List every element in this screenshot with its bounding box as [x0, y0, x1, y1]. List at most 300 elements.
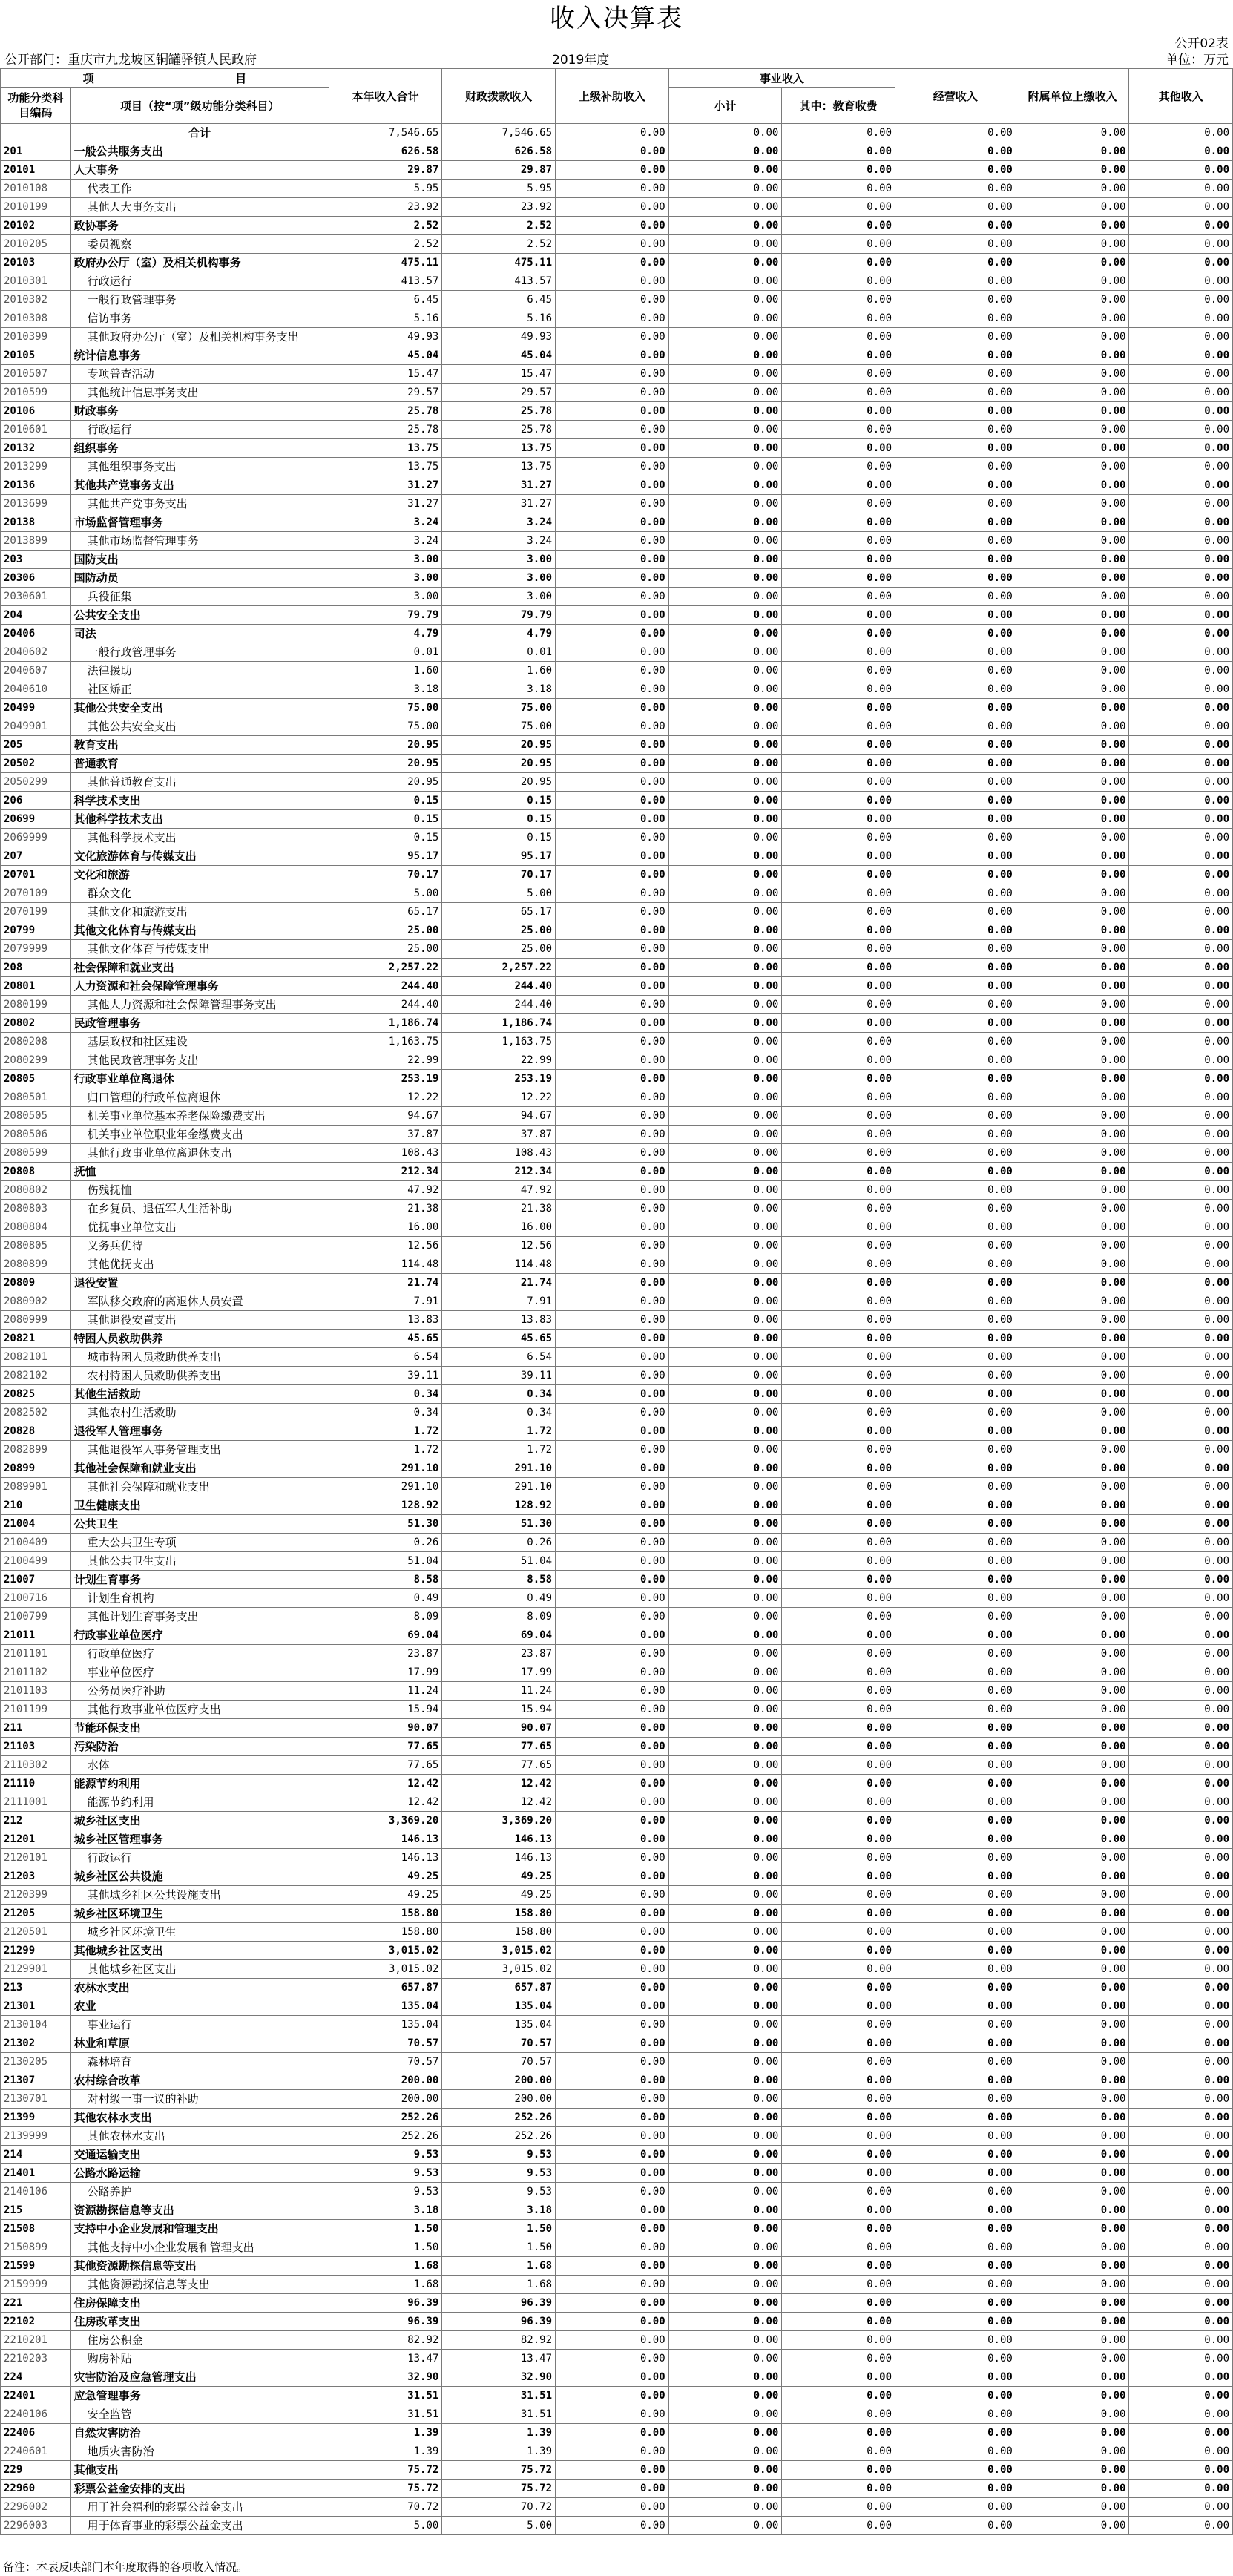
cell-total: 31.27	[329, 495, 442, 513]
cell-other: 0.00	[1129, 606, 1233, 625]
cell-total: 51.30	[329, 1515, 442, 1534]
cell-code: 2140106	[1, 2183, 71, 2201]
cell-subsidy: 0.00	[556, 365, 669, 384]
cell-total: 20.95	[329, 773, 442, 792]
cell-education: 0.00	[782, 1756, 895, 1775]
cell-subtotal: 0.00	[668, 977, 782, 996]
cell-subsidy: 0.00	[556, 1515, 669, 1534]
cell-operating: 0.00	[895, 124, 1016, 142]
cell-education: 0.00	[782, 866, 895, 884]
header-education: 其中：教育收费	[782, 88, 895, 124]
cell-fiscal: 3,015.02	[442, 1960, 556, 1979]
cell-name: 城乡社区管理事务	[70, 1830, 329, 1849]
cell-name: 其他统计信息事务支出	[70, 384, 329, 402]
cell-code: 20802	[1, 1014, 71, 1033]
cell-affiliated: 0.00	[1016, 569, 1129, 588]
cell-name: 信访事务	[70, 309, 329, 328]
cell-subsidy: 0.00	[556, 1571, 669, 1589]
cell-affiliated: 0.00	[1016, 866, 1129, 884]
cell-total: 3.00	[329, 588, 442, 606]
cell-total: 291.10	[329, 1478, 442, 1496]
cell-code: 2129901	[1, 1960, 71, 1979]
cell-total: 25.00	[329, 921, 442, 940]
cell-subtotal: 0.00	[668, 2461, 782, 2480]
cell-other: 0.00	[1129, 291, 1233, 309]
cell-subtotal: 0.00	[668, 495, 782, 513]
cell-fiscal: 23.92	[442, 198, 556, 217]
cell-subtotal: 0.00	[668, 1311, 782, 1330]
cell-education: 0.00	[782, 1849, 895, 1867]
cell-subtotal: 0.00	[668, 124, 782, 142]
cell-subsidy: 0.00	[556, 2016, 669, 2034]
cell-subsidy: 0.00	[556, 254, 669, 272]
cell-name: 一般行政管理事务	[70, 643, 329, 662]
cell-education: 0.00	[782, 439, 895, 458]
cell-subsidy: 0.00	[556, 662, 669, 680]
cell-total: 3.00	[329, 551, 442, 569]
table-row	[1, 1014, 1233, 1033]
cell-total: 5.16	[329, 309, 442, 328]
cell-education: 0.00	[782, 792, 895, 810]
cell-total: 0.01	[329, 643, 442, 662]
cell-operating: 0.00	[895, 2405, 1016, 2424]
cell-subtotal: 0.00	[668, 1181, 782, 1200]
cell-fiscal: 2.52	[442, 217, 556, 235]
cell-affiliated: 0.00	[1016, 1014, 1129, 1033]
cell-name: 事业运行	[70, 2016, 329, 2034]
cell-fiscal: 75.00	[442, 717, 556, 736]
cell-total: 0.34	[329, 1404, 442, 1422]
cell-name: 普通教育	[70, 755, 329, 773]
cell-affiliated: 0.00	[1016, 532, 1129, 551]
cell-operating: 0.00	[895, 810, 1016, 829]
cell-affiliated: 0.00	[1016, 1738, 1129, 1756]
cell-name: 义务兵优待	[70, 1237, 329, 1255]
cell-subtotal: 0.00	[668, 1088, 782, 1107]
cell-total: 0.34	[329, 1385, 442, 1404]
cell-subtotal: 0.00	[668, 1552, 782, 1571]
cell-subsidy: 0.00	[556, 1014, 669, 1033]
cell-education: 0.00	[782, 1126, 895, 1144]
cell-subsidy: 0.00	[556, 1385, 669, 1404]
table-row	[1, 2331, 1233, 2350]
cell-subtotal: 0.00	[668, 2442, 782, 2461]
cell-subsidy: 0.00	[556, 959, 669, 977]
cell-subtotal: 0.00	[668, 346, 782, 365]
cell-affiliated: 0.00	[1016, 829, 1129, 847]
cell-total: 31.51	[329, 2405, 442, 2424]
cell-subtotal: 0.00	[668, 2387, 782, 2405]
table-row	[1, 884, 1233, 903]
cell-affiliated: 0.00	[1016, 346, 1129, 365]
cell-code: 20899	[1, 1459, 71, 1478]
cell-code: 215	[1, 2201, 71, 2220]
table-row	[1, 1608, 1233, 1626]
cell-subsidy: 0.00	[556, 1701, 669, 1719]
cell-other: 0.00	[1129, 1775, 1233, 1793]
cell-total: 65.17	[329, 903, 442, 921]
cell-name: 公共卫生	[70, 1515, 329, 1534]
cell-other: 0.00	[1129, 1886, 1233, 1905]
cell-name: 其他计划生育事务支出	[70, 1608, 329, 1626]
cell-total: 29.87	[329, 161, 442, 180]
cell-name: 其他公共安全支出	[70, 717, 329, 736]
cell-operating: 0.00	[895, 1849, 1016, 1867]
cell-fiscal: 94.67	[442, 1107, 556, 1126]
cell-subtotal: 0.00	[668, 2146, 782, 2164]
cell-education: 0.00	[782, 2053, 895, 2071]
cell-operating: 0.00	[895, 495, 1016, 513]
cell-code: 20138	[1, 513, 71, 532]
cell-other: 0.00	[1129, 1552, 1233, 1571]
cell-education: 0.00	[782, 1404, 895, 1422]
cell-fiscal: 7.91	[442, 1292, 556, 1311]
cell-education: 0.00	[782, 309, 895, 328]
cell-subtotal: 0.00	[668, 569, 782, 588]
cell-fiscal: 75.00	[442, 699, 556, 717]
cell-affiliated: 0.00	[1016, 1923, 1129, 1942]
cell-total: 1.60	[329, 662, 442, 680]
cell-subsidy: 0.00	[556, 996, 669, 1014]
cell-operating: 0.00	[895, 1793, 1016, 1812]
cell-subtotal: 0.00	[668, 1905, 782, 1923]
cell-code: 221	[1, 2294, 71, 2313]
cell-other: 0.00	[1129, 866, 1233, 884]
cell-education: 0.00	[782, 532, 895, 551]
cell-name: 行政运行	[70, 1849, 329, 1867]
cell-code	[1, 124, 71, 142]
cell-fiscal: 25.00	[442, 940, 556, 959]
table-row	[1, 1701, 1233, 1719]
cell-subsidy: 0.00	[556, 2238, 669, 2257]
cell-education: 0.00	[782, 1663, 895, 1682]
cell-other: 0.00	[1129, 1070, 1233, 1088]
cell-fiscal: 135.04	[442, 1997, 556, 2016]
cell-education: 0.00	[782, 2016, 895, 2034]
cell-subsidy: 0.00	[556, 773, 669, 792]
cell-education: 0.00	[782, 736, 895, 755]
table-row	[1, 2238, 1233, 2257]
cell-operating: 0.00	[895, 1682, 1016, 1701]
table-row	[1, 1979, 1233, 1997]
cell-other: 0.00	[1129, 829, 1233, 847]
cell-code: 2210203	[1, 2350, 71, 2368]
cell-operating: 0.00	[895, 736, 1016, 755]
cell-education: 0.00	[782, 161, 895, 180]
cell-operating: 0.00	[895, 421, 1016, 439]
cell-subtotal: 0.00	[668, 959, 782, 977]
cell-other: 0.00	[1129, 2238, 1233, 2257]
cell-fiscal: 1.39	[442, 2442, 556, 2461]
cell-name: 城市特困人员救助供养支出	[70, 1348, 329, 1367]
table-row	[1, 1645, 1233, 1663]
cell-affiliated: 0.00	[1016, 2294, 1129, 2313]
cell-code: 2080899	[1, 1255, 71, 1274]
cell-subsidy: 0.00	[556, 1404, 669, 1422]
table-row	[1, 2517, 1233, 2535]
table-row	[1, 402, 1233, 421]
cell-subtotal: 0.00	[668, 2498, 782, 2517]
table-row	[1, 2257, 1233, 2276]
cell-fiscal: 0.15	[442, 810, 556, 829]
cell-code: 2100716	[1, 1589, 71, 1608]
cell-subsidy: 0.00	[556, 2517, 669, 2535]
cell-subsidy: 0.00	[556, 1830, 669, 1849]
cell-operating: 0.00	[895, 2220, 1016, 2238]
table-row	[1, 2201, 1233, 2220]
cell-fiscal: 108.43	[442, 1144, 556, 1163]
cell-operating: 0.00	[895, 959, 1016, 977]
cell-subtotal: 0.00	[668, 421, 782, 439]
cell-subsidy: 0.00	[556, 569, 669, 588]
cell-name: 一般公共服务支出	[70, 142, 329, 161]
cell-code: 2070109	[1, 884, 71, 903]
table-row	[1, 1682, 1233, 1701]
cell-other: 0.00	[1129, 588, 1233, 606]
cell-name: 计划生育事务	[70, 1571, 329, 1589]
cell-education: 0.00	[782, 2387, 895, 2405]
cell-fiscal: 0.15	[442, 792, 556, 810]
cell-fiscal: 70.57	[442, 2053, 556, 2071]
cell-operating: 0.00	[895, 272, 1016, 291]
cell-education: 0.00	[782, 124, 895, 142]
cell-other: 0.00	[1129, 1979, 1233, 1997]
cell-name: 能源节约利用	[70, 1775, 329, 1793]
cell-affiliated: 0.00	[1016, 1663, 1129, 1682]
cell-fiscal: 77.65	[442, 1756, 556, 1775]
cell-subsidy: 0.00	[556, 1441, 669, 1459]
cell-affiliated: 0.00	[1016, 402, 1129, 421]
cell-name: 其他退役军人事务管理支出	[70, 1441, 329, 1459]
cell-subtotal: 0.00	[668, 792, 782, 810]
cell-code: 22406	[1, 2424, 71, 2442]
cell-code: 2080805	[1, 1237, 71, 1255]
cell-affiliated: 0.00	[1016, 884, 1129, 903]
cell-other: 0.00	[1129, 2461, 1233, 2480]
cell-operating: 0.00	[895, 476, 1016, 495]
cell-fiscal: 15.94	[442, 1701, 556, 1719]
cell-code: 20103	[1, 254, 71, 272]
cell-affiliated: 0.00	[1016, 1830, 1129, 1849]
cell-name: 其他普通教育支出	[70, 773, 329, 792]
cell-subsidy: 0.00	[556, 940, 669, 959]
cell-name: 地质灾害防治	[70, 2442, 329, 2461]
cell-affiliated: 0.00	[1016, 439, 1129, 458]
cell-other: 0.00	[1129, 1404, 1233, 1422]
cell-total: 5.95	[329, 180, 442, 198]
cell-education: 0.00	[782, 1552, 895, 1571]
year-label: 2019年度	[552, 53, 610, 68]
cell-total: 291.10	[329, 1459, 442, 1478]
cell-operating: 0.00	[895, 569, 1016, 588]
cell-subsidy: 0.00	[556, 1107, 669, 1126]
cell-name: 林业和草原	[70, 2034, 329, 2053]
cell-total: 79.79	[329, 606, 442, 625]
cell-affiliated: 0.00	[1016, 921, 1129, 940]
cell-total: 47.92	[329, 1181, 442, 1200]
cell-subsidy: 0.00	[556, 736, 669, 755]
cell-education: 0.00	[782, 402, 895, 421]
table-row	[1, 2368, 1233, 2387]
table-row	[1, 1719, 1233, 1738]
cell-total: 4.79	[329, 625, 442, 643]
cell-subtotal: 0.00	[668, 254, 782, 272]
cell-operating: 0.00	[895, 2368, 1016, 2387]
cell-other: 0.00	[1129, 1756, 1233, 1775]
cell-subsidy: 0.00	[556, 810, 669, 829]
cell-other: 0.00	[1129, 1515, 1233, 1534]
cell-code: 2159999	[1, 2276, 71, 2294]
cell-education: 0.00	[782, 291, 895, 309]
cell-operating: 0.00	[895, 161, 1016, 180]
cell-fiscal: 146.13	[442, 1849, 556, 1867]
cell-affiliated: 0.00	[1016, 2146, 1129, 2164]
cell-affiliated: 0.00	[1016, 1719, 1129, 1738]
table-row	[1, 1422, 1233, 1441]
cell-code: 2080599	[1, 1144, 71, 1163]
cell-education: 0.00	[782, 625, 895, 643]
cell-subtotal: 0.00	[668, 476, 782, 495]
cell-fiscal: 475.11	[442, 254, 556, 272]
cell-operating: 0.00	[895, 1663, 1016, 1682]
cell-education: 0.00	[782, 810, 895, 829]
cell-fiscal: 0.34	[442, 1404, 556, 1422]
cell-name: 机关事业单位职业年金缴费支出	[70, 1126, 329, 1144]
cell-name: 人大事务	[70, 161, 329, 180]
cell-name: 资源勘探信息等支出	[70, 2201, 329, 2220]
cell-affiliated: 0.00	[1016, 2387, 1129, 2405]
cell-subsidy: 0.00	[556, 1905, 669, 1923]
cell-code: 2040602	[1, 643, 71, 662]
cell-subtotal: 0.00	[668, 2517, 782, 2535]
cell-other: 0.00	[1129, 2034, 1233, 2053]
cell-subtotal: 0.00	[668, 996, 782, 1014]
table-row	[1, 1867, 1233, 1886]
cell-operating: 0.00	[895, 1107, 1016, 1126]
cell-code: 21004	[1, 1515, 71, 1534]
cell-name: 行政运行	[70, 272, 329, 291]
cell-affiliated: 0.00	[1016, 2257, 1129, 2276]
cell-name: 彩票公益金安排的支出	[70, 2480, 329, 2498]
cell-code: 20136	[1, 476, 71, 495]
cell-subtotal: 0.00	[668, 2480, 782, 2498]
cell-subtotal: 0.00	[668, 625, 782, 643]
cell-subtotal: 0.00	[668, 2313, 782, 2331]
cell-total: 135.04	[329, 1997, 442, 2016]
cell-fiscal: 3.00	[442, 551, 556, 569]
cell-operating: 0.00	[895, 1441, 1016, 1459]
cell-subsidy: 0.00	[556, 625, 669, 643]
cell-total: 8.58	[329, 1571, 442, 1589]
cell-operating: 0.00	[895, 829, 1016, 847]
table-row	[1, 755, 1233, 773]
header-name: 项目（按“项”级功能分类科目）	[70, 88, 329, 124]
cell-affiliated: 0.00	[1016, 588, 1129, 606]
cell-name: 行政事业单位医疗	[70, 1626, 329, 1645]
table-row	[1, 1404, 1233, 1422]
table-row	[1, 1812, 1233, 1830]
cell-other: 0.00	[1129, 1422, 1233, 1441]
cell-code: 2080199	[1, 996, 71, 1014]
cell-total: 13.83	[329, 1311, 442, 1330]
cell-subsidy: 0.00	[556, 1534, 669, 1552]
cell-code: 206	[1, 792, 71, 810]
cell-education: 0.00	[782, 2109, 895, 2127]
cell-subsidy: 0.00	[556, 1292, 669, 1311]
cell-subsidy: 0.00	[556, 180, 669, 198]
cell-total: 25.00	[329, 940, 442, 959]
cell-fiscal: 39.11	[442, 1367, 556, 1385]
cell-affiliated: 0.00	[1016, 2442, 1129, 2461]
cell-subtotal: 0.00	[668, 384, 782, 402]
cell-code: 20808	[1, 1163, 71, 1181]
cell-education: 0.00	[782, 977, 895, 996]
cell-code: 20105	[1, 346, 71, 365]
cell-operating: 0.00	[895, 1330, 1016, 1348]
cell-operating: 0.00	[895, 532, 1016, 551]
cell-education: 0.00	[782, 884, 895, 903]
cell-fiscal: 79.79	[442, 606, 556, 625]
cell-total: 70.57	[329, 2034, 442, 2053]
cell-education: 0.00	[782, 643, 895, 662]
footnote: 备注：本表反映部门本年度取得的各项收入情况。	[3, 2560, 249, 2574]
cell-education: 0.00	[782, 1571, 895, 1589]
cell-name: 其他民政管理事务支出	[70, 1051, 329, 1070]
cell-total: 657.87	[329, 1979, 442, 1997]
cell-fiscal: 657.87	[442, 1979, 556, 1997]
table-row	[1, 328, 1233, 346]
cell-name: 其他资源勘探信息等支出	[70, 2276, 329, 2294]
cell-fiscal: 1.60	[442, 662, 556, 680]
cell-total: 11.24	[329, 1682, 442, 1701]
cell-education: 0.00	[782, 1886, 895, 1905]
table-row	[1, 940, 1233, 959]
cell-name: 其他农村生活救助	[70, 1404, 329, 1422]
cell-subsidy: 0.00	[556, 309, 669, 328]
cell-subtotal: 0.00	[668, 1701, 782, 1719]
table-row	[1, 1441, 1233, 1459]
table-row	[1, 1738, 1233, 1756]
cell-subtotal: 0.00	[668, 2220, 782, 2238]
cell-fiscal: 1.68	[442, 2276, 556, 2294]
table-row	[1, 1571, 1233, 1589]
cell-other: 0.00	[1129, 2517, 1233, 2535]
cell-total: 0.49	[329, 1589, 442, 1608]
cell-fiscal: 114.48	[442, 1255, 556, 1274]
cell-operating: 0.00	[895, 2109, 1016, 2127]
cell-subsidy: 0.00	[556, 1144, 669, 1163]
cell-affiliated: 0.00	[1016, 217, 1129, 235]
cell-other: 0.00	[1129, 328, 1233, 346]
cell-operating: 0.00	[895, 940, 1016, 959]
cell-total: 1,186.74	[329, 1014, 442, 1033]
cell-affiliated: 0.00	[1016, 1571, 1129, 1589]
cell-code: 20101	[1, 161, 71, 180]
cell-education: 0.00	[782, 1237, 895, 1255]
cell-affiliated: 0.00	[1016, 1126, 1129, 1144]
cell-affiliated: 0.00	[1016, 2127, 1129, 2146]
table-row	[1, 1589, 1233, 1608]
cell-total: 75.00	[329, 717, 442, 736]
cell-code: 229	[1, 2461, 71, 2480]
table-row	[1, 1478, 1233, 1496]
cell-affiliated: 0.00	[1016, 513, 1129, 532]
cell-code: 2082899	[1, 1441, 71, 1459]
cell-other: 0.00	[1129, 1738, 1233, 1756]
cell-total: 25.78	[329, 421, 442, 439]
cell-affiliated: 0.00	[1016, 384, 1129, 402]
cell-operating: 0.00	[895, 2257, 1016, 2276]
